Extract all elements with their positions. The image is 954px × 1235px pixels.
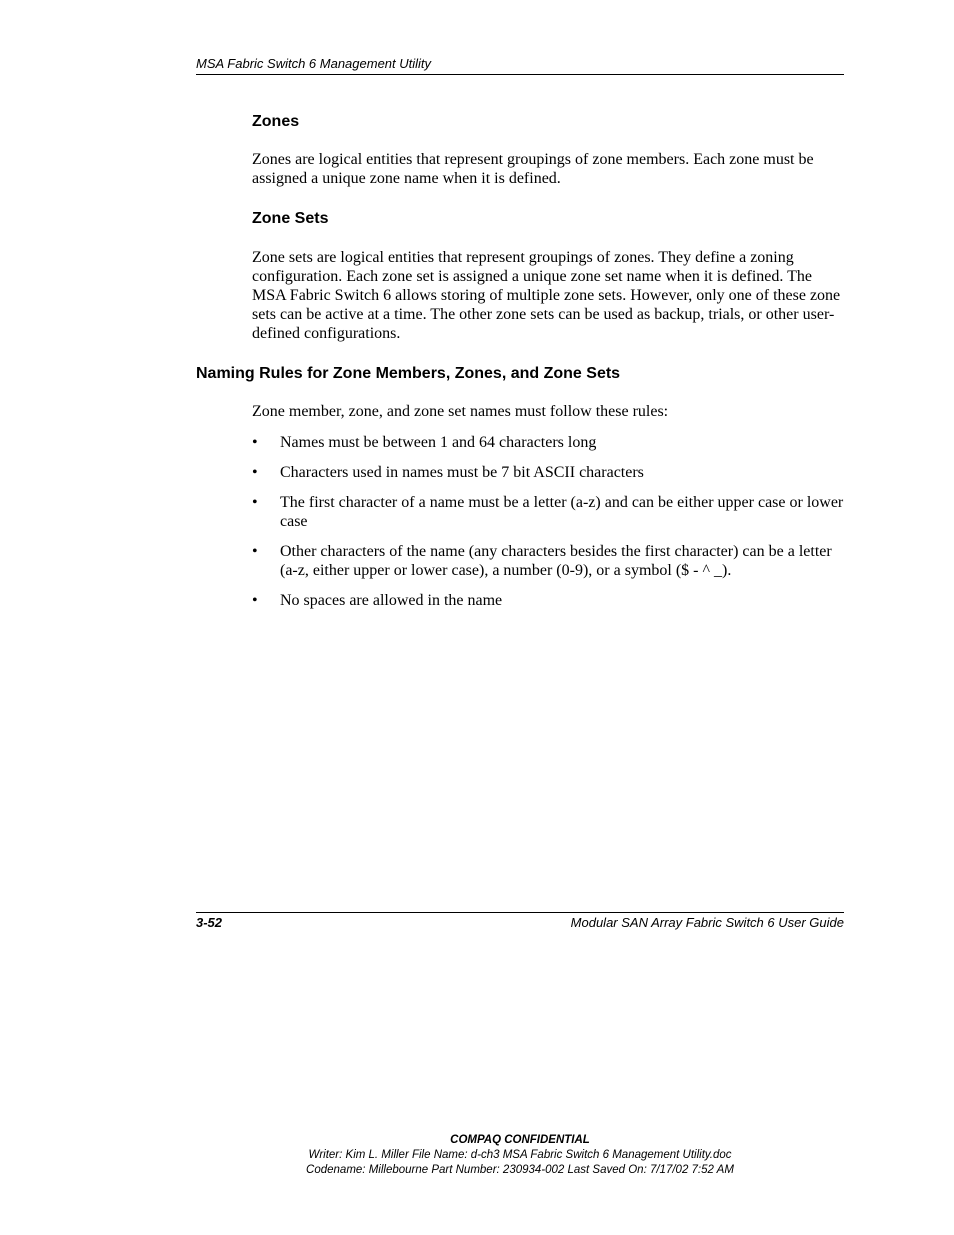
rule-text: Names must be between 1 and 64 characters long [280, 434, 597, 451]
list-item [252, 463, 844, 482]
bullet-icon: • [252, 592, 258, 609]
naming-rules-list [252, 433, 844, 621]
guide-title: Modular SAN Array Fabric Switch 6 User Guide [570, 915, 844, 930]
confidential-codename-line: Codename: Millebourne Part Number: 230934-002 Last Saved On: 7/17/02 7:52 AM [306, 1164, 734, 1176]
rule-text: Characters used in names must be 7 bit ASCII characters [280, 464, 644, 481]
footer-rule [196, 912, 844, 913]
zones-paragraph: Zones are logical entities that represent groupings of zone members. Each zone must be assigned a unique zone name when it is defined. [252, 151, 814, 187]
rule-text: The first character of a name must be a letter (a-z) and can be either upper case or lower case [280, 494, 844, 530]
zone-sets-paragraph: Zone sets are logical entities that represent groupings of zones. They define a zoning configuration. Each zone set is assigned a unique zone set name when it is defined. The MSA Fabric Switch 6 allows storing of multiple zone sets. However, only one of these zone sets can be active at a time. The other zone sets can be used as backup, trials, or other user-defined configurations. [252, 249, 841, 342]
bullet-icon: • [252, 464, 258, 481]
confidential-notice [0, 1133, 954, 1178]
confidential-writer-line: Writer: Kim L. Miller File Name: d-ch3 MSA Fabric Switch 6 Management Utility.doc [308, 1149, 732, 1161]
rule-text: Other characters of the name (any characters besides the first character) can be a letter (a-z, either upper or lower case), a number (0-9), or a symbol ($ - ^ _). [280, 543, 832, 579]
page-number: 3-52 [196, 915, 223, 930]
list-item [252, 433, 844, 452]
rule-text: No spaces are allowed in the name [280, 592, 503, 609]
naming-rules-heading: Naming Rules for Zone Members, Zones, and Zone Sets [196, 365, 621, 382]
list-item [252, 493, 844, 531]
confidential-title: COMPAQ CONFIDENTIAL [450, 1134, 590, 1146]
zone-sets-heading: Zone Sets [252, 210, 329, 227]
bullet-icon: • [252, 494, 258, 511]
bullet-icon: • [252, 434, 258, 451]
header-rule [196, 74, 844, 75]
list-item [252, 591, 844, 610]
bullet-icon: • [252, 543, 258, 560]
naming-rules-intro: Zone member, zone, and zone set names must follow these rules: [252, 403, 669, 420]
running-header-title: MSA Fabric Switch 6 Management Utility [196, 56, 432, 71]
list-item [252, 542, 844, 580]
zones-heading: Zones [252, 113, 300, 130]
